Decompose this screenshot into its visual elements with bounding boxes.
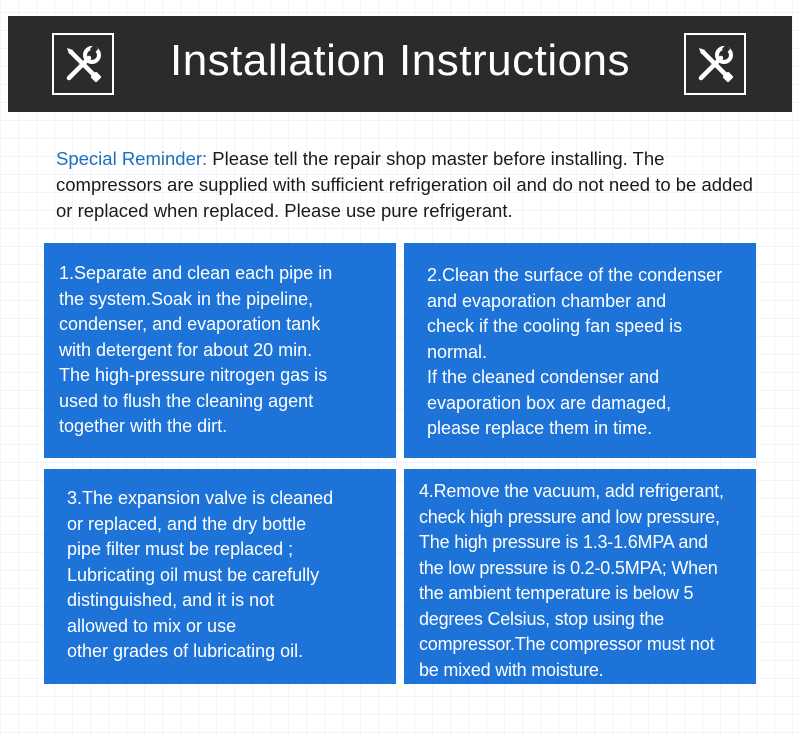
wrench-screwdriver-icon: [684, 33, 746, 95]
step-card-1: [44, 243, 396, 458]
step-text: 4.Remove the vacuum, add refrigerant, check high pressure and low pressure, The high pressure is 1.3-1.6MPA and the low pressure is 0.2-0.5MPA; When the ambient temperature is below 5 degrees Celsius, stop using the compressor.The compressor must not be mixed with moisture.: [419, 481, 724, 680]
special-reminder: [56, 146, 756, 224]
step-text: 3.The expansion valve is cleaned or replaced, and the dry bottle pipe filter must be replaced ; Lubricating oil must be carefully distinguished, and it is not allowed to mix or use other grades of lubricating oil.: [67, 488, 334, 661]
reminder-label: Special Reminder:: [56, 148, 208, 169]
page-title: Installation Instructions: [169, 36, 631, 85]
step-card-3: [44, 469, 396, 684]
step-card-4: [404, 469, 756, 684]
reminder-text: Please tell the repair shop master before installing. The compressors are supplied with sufficient refrigeration oil and do not need to be added or replaced when replaced. Please use pure refrigerant.: [56, 148, 753, 221]
title-bar: [8, 16, 792, 112]
step-text: 1.Separate and clean each pipe in the system.Soak in the pipeline, condenser, and evaporation tank with detergent for about 20 min. The high-pressure nitrogen gas is used to flush the cleaning agent together with the dirt.: [59, 263, 333, 436]
step-text: 2.Clean the surface of the condenser and evaporation chamber and check if the cooling fan speed is normal. If the cleaned condenser and evaporation box are damaged, please replace them in time.: [427, 265, 723, 438]
step-card-2: [404, 243, 756, 458]
